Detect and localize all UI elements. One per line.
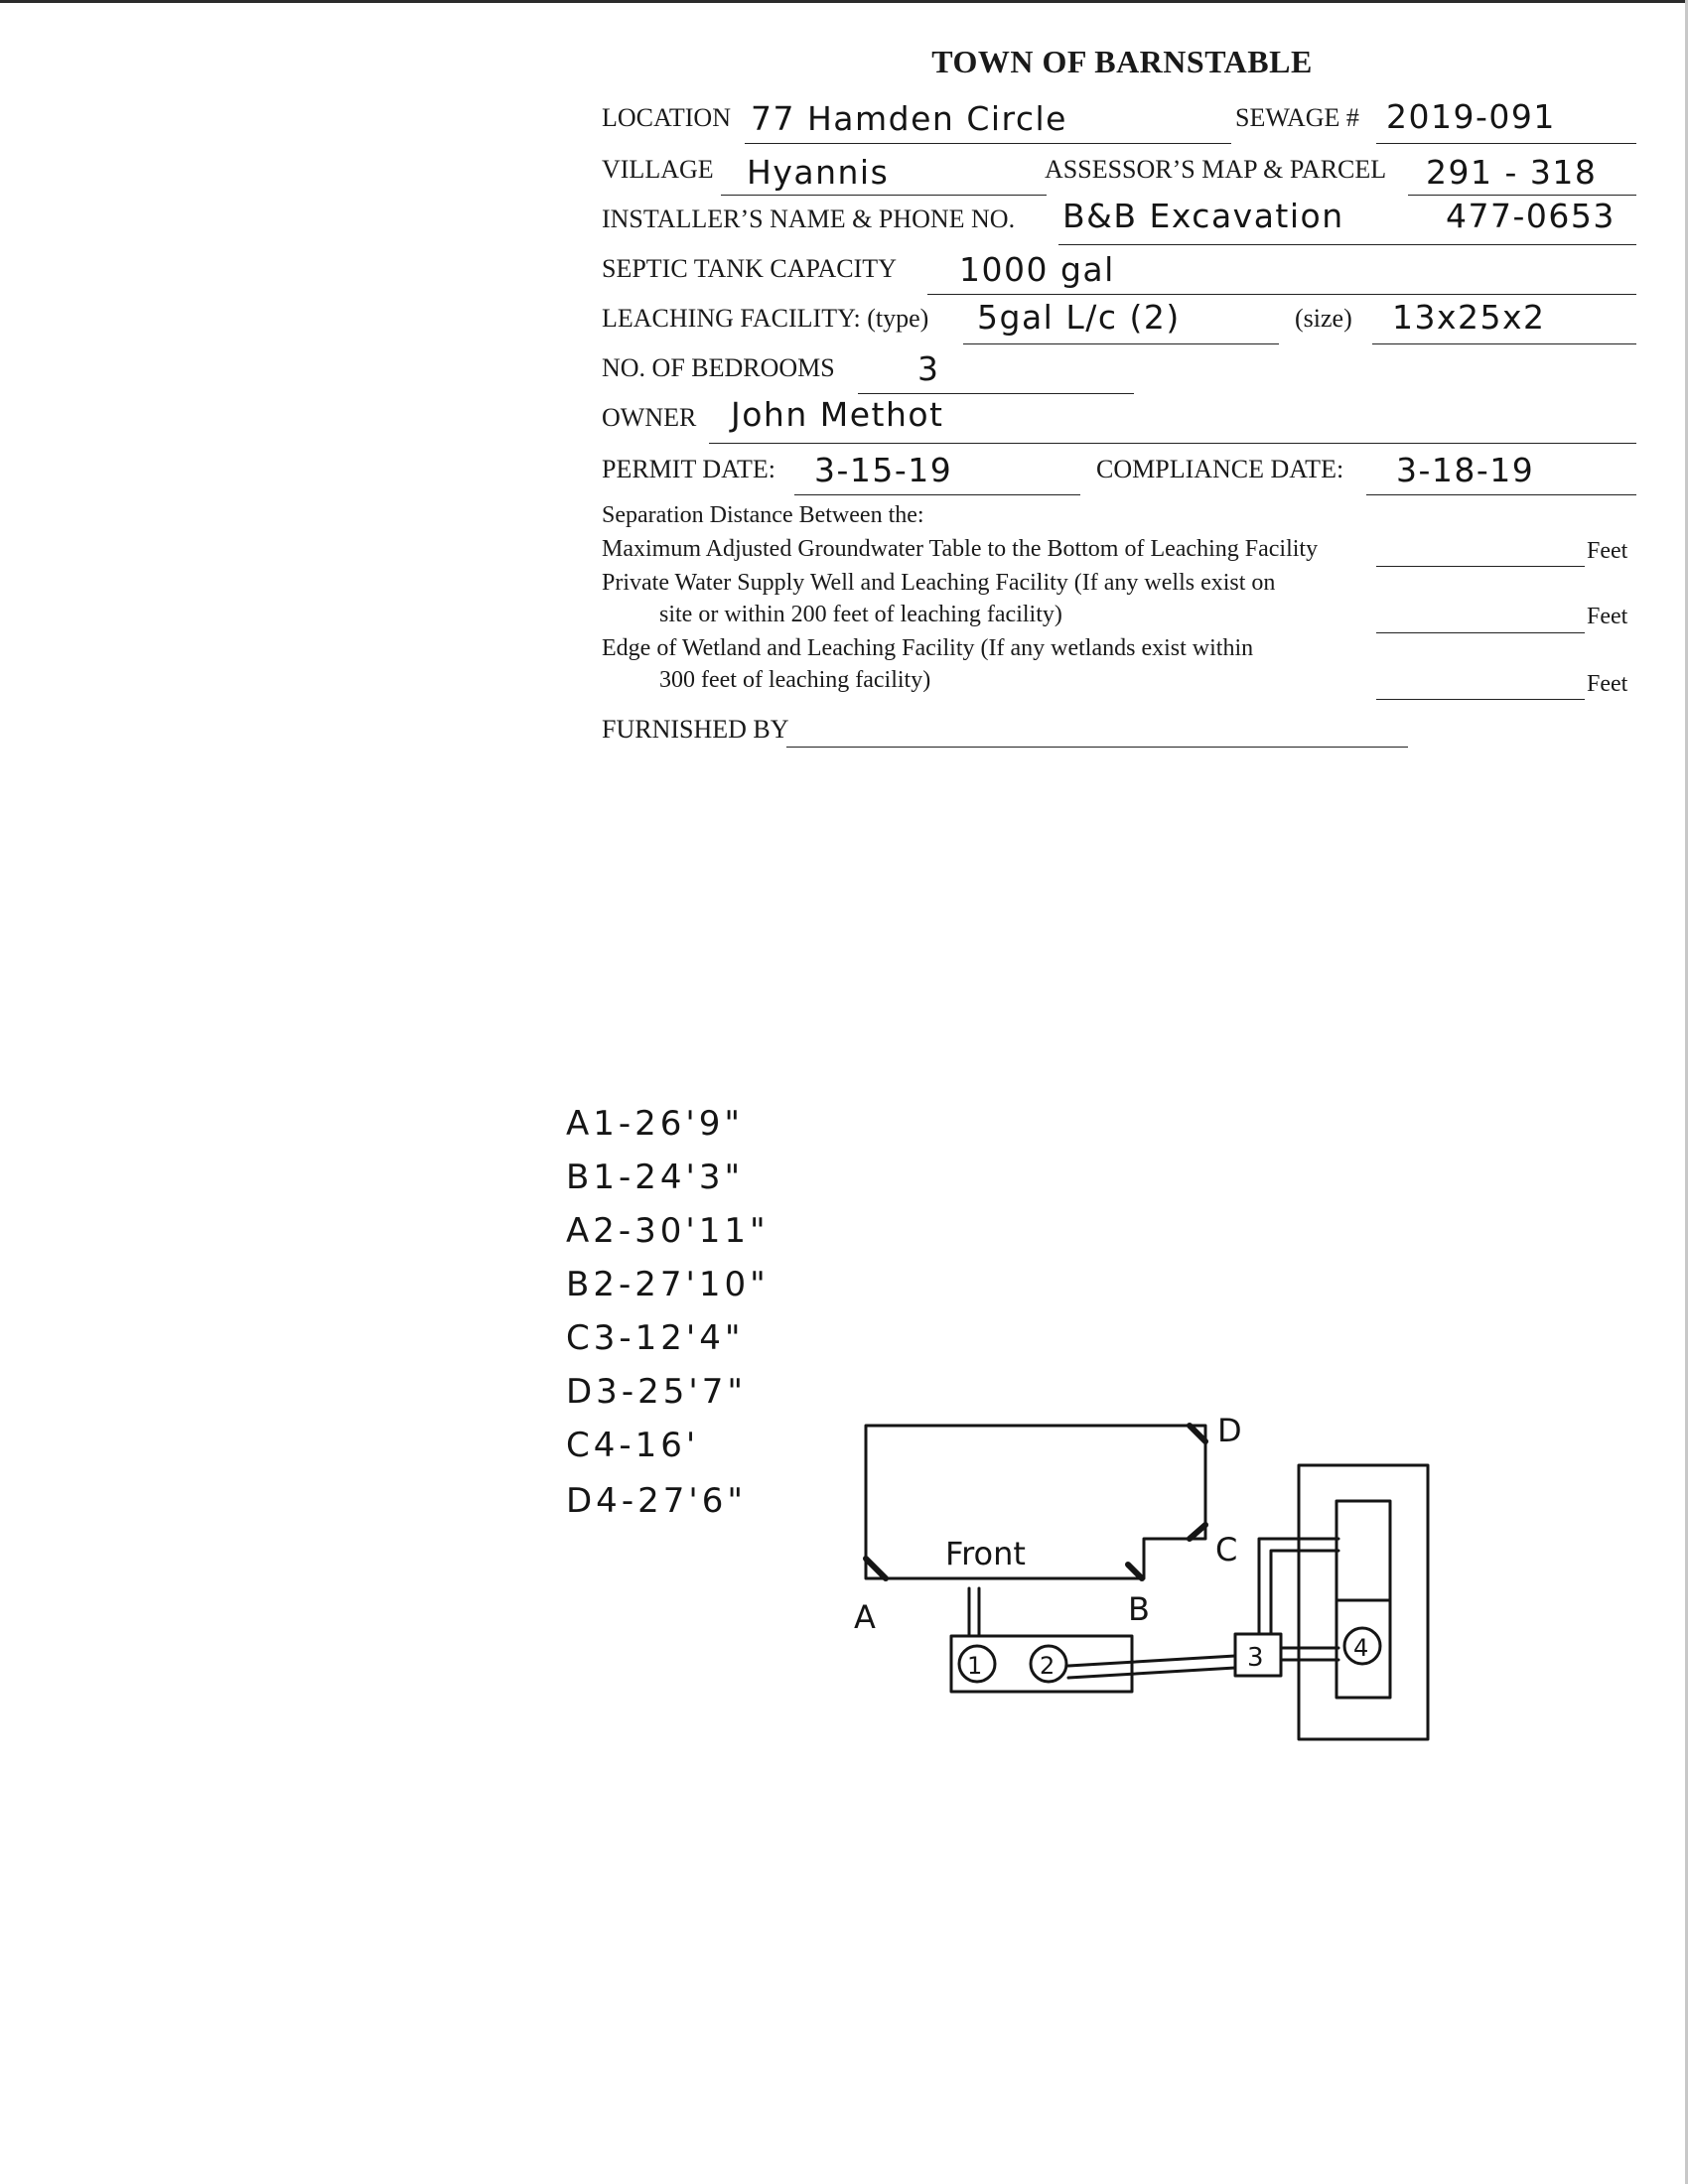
leaching-size-value: 13x25x2 [1392,298,1546,337]
leaching-pool-upper [1336,1501,1390,1600]
sep-wetland-text-2: 300 feet of leaching facility) [659,667,931,693]
measurement-d4: D4-27'6" [566,1481,747,1521]
measurement-b1: B1-24'3" [566,1158,745,1197]
sep-groundwater-feet: Feet [1587,538,1628,564]
house-outline [866,1426,1205,1578]
separation-heading: Separation Distance Between the: [602,502,924,528]
house-pipe [969,1588,979,1636]
tie-mark-c [1190,1525,1205,1539]
sep-well-text-1: Private Water Supply Well and Leaching Facility (If any wells exist on [602,570,1276,596]
sep-groundwater-text: Maximum Adjusted Groundwater Table to the Bottom of Leaching Facility [602,536,1319,562]
assessor-value: 291 - 318 [1426,153,1598,192]
measurement-c4: C4-16' [566,1426,700,1465]
sep-well-text-2: site or within 200 feet of leaching facility) [659,602,1062,627]
permit-date-value: 3-15-19 [814,451,953,489]
dbox-label: 3 [1247,1643,1264,1673]
installer-name-value: B&B Excavation [1062,197,1344,235]
sewage-value: 2019-091 [1386,97,1556,136]
tank-label: SEPTIC TANK CAPACITY [602,254,897,283]
bedrooms-value: 3 [917,349,940,388]
tie-mark-d [1190,1426,1205,1441]
permit-date-label: PERMIT DATE: [602,455,776,483]
sep-well-feet: Feet [1587,604,1628,629]
front-label: Front [945,1535,1026,1572]
location-value: 77 Hamden Circle [751,99,1067,138]
sep-wetland-text-1: Edge of Wetland and Leaching Facility (If any wetlands exist within [602,635,1254,661]
assessor-label: ASSESSOR’S MAP & PARCEL [1045,155,1387,184]
owner-value: John Methot [731,395,944,434]
corner-d-label: D [1217,1412,1242,1449]
corner-b-label: B [1128,1590,1150,1628]
pool-4-label: 4 [1353,1634,1369,1662]
location-label: LOCATION [602,103,731,132]
furnished-by-label: FURNISHED BY [602,715,789,744]
tie-mark-b [1128,1565,1142,1578]
leaching-type-value: 5gal L/c (2) [977,298,1181,337]
village-label: VILLAGE [602,155,714,184]
compliance-date-label: COMPLIANCE DATE: [1096,455,1344,483]
installer-phone-value: 477-0653 [1446,197,1616,235]
corner-c-label: C [1215,1531,1238,1569]
corner-a-label: A [854,1598,876,1636]
form-title: TOWN OF BARNSTABLE [931,44,1313,79]
tank-to-dbox-pipe [1068,1656,1235,1678]
sep-wetland-feet: Feet [1587,671,1628,697]
measurement-a2: A2-30'11" [566,1211,770,1251]
measurement-b2: B2-27'10" [566,1265,770,1304]
tank-value: 1000 gal [959,250,1115,289]
village-value: Hyannis [747,153,890,192]
tie-mark-a [866,1559,886,1578]
tank-1-label: 1 [967,1652,983,1680]
bedrooms-label: NO. OF BEDROOMS [602,353,835,382]
measurement-c3: C3-12'4" [566,1318,745,1358]
leaching-type-label: LEACHING FACILITY: (type) [602,304,929,333]
installer-label: INSTALLER’S NAME & PHONE NO. [602,205,1016,233]
measurement-a1: A1-26'9" [566,1104,745,1144]
tank-2-label: 2 [1040,1652,1055,1680]
owner-label: OWNER [602,403,697,432]
dbox-to-lower-pool [1281,1648,1338,1660]
leaching-size-label: (size) [1295,304,1352,333]
compliance-date-value: 3-18-19 [1396,451,1535,489]
measurement-d3: D3-25'7" [566,1372,747,1412]
sewage-label: SEWAGE # [1235,103,1359,132]
